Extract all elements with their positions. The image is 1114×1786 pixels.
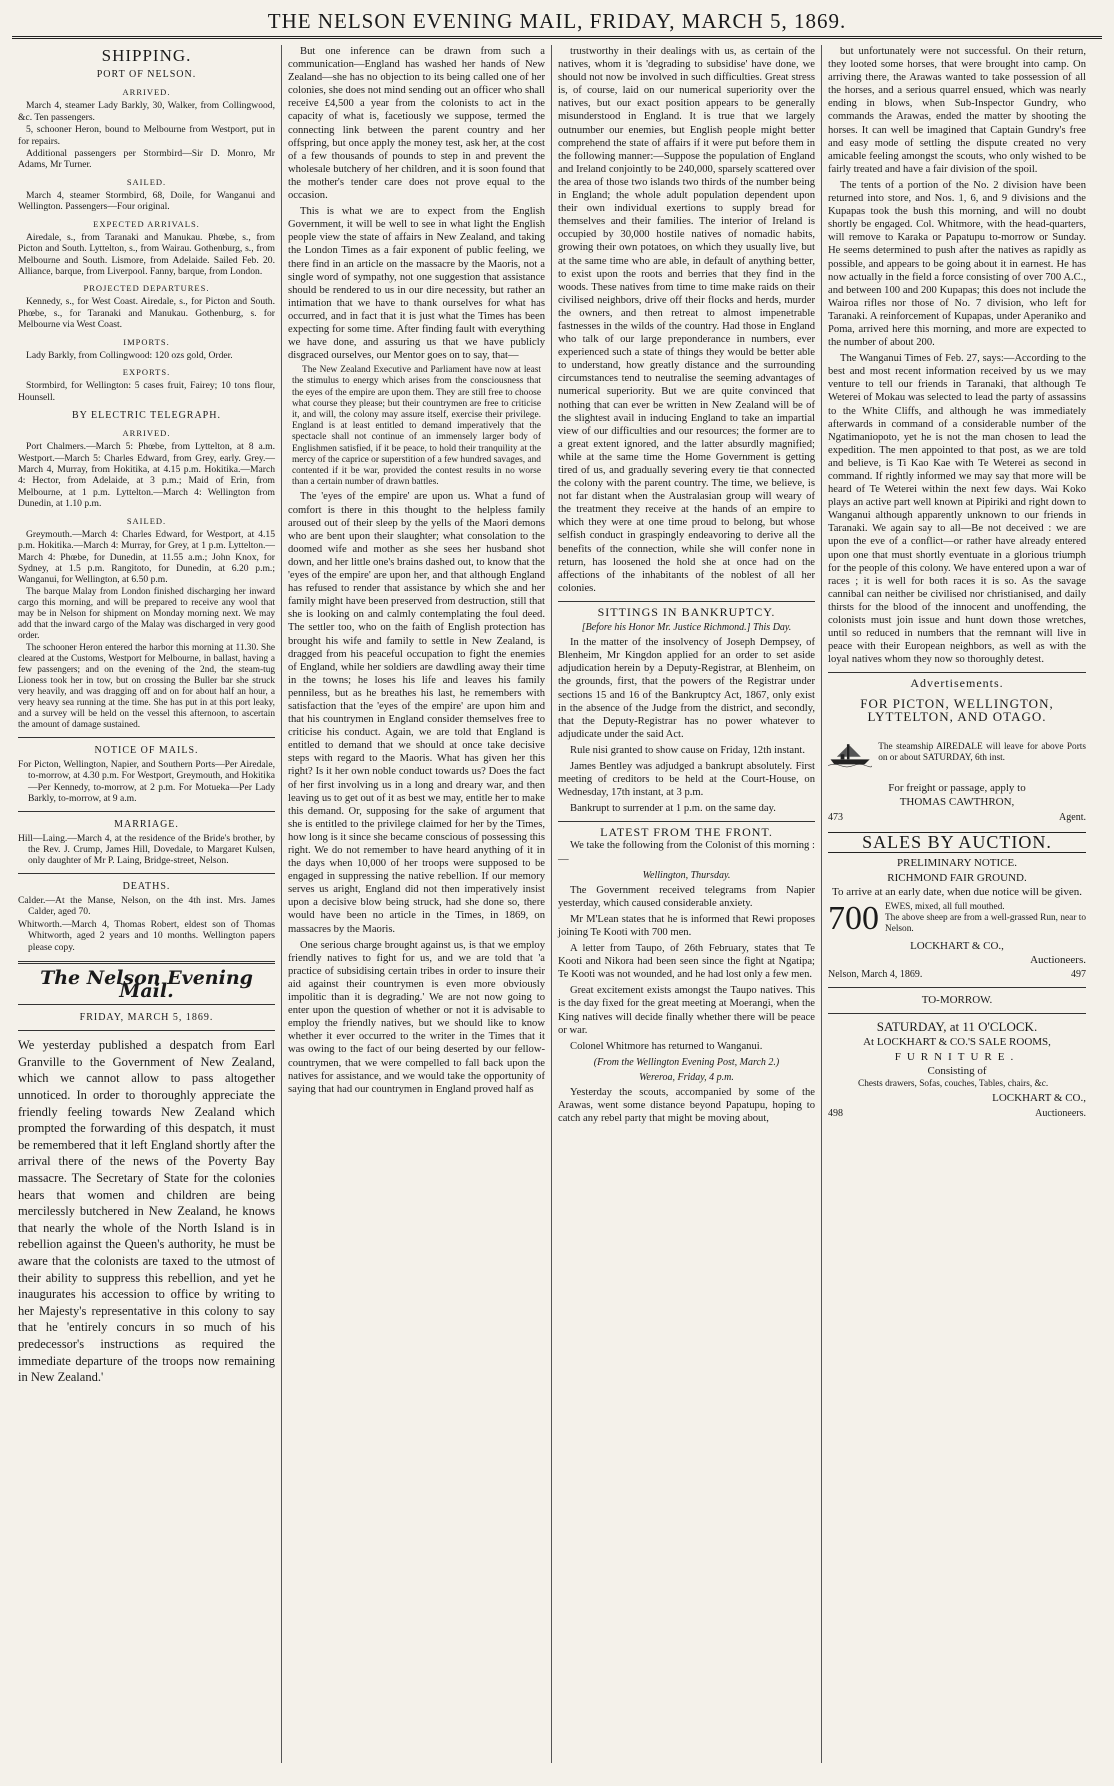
front-place: Wereroa, Friday, 4 p.m.	[639, 1071, 734, 1083]
article-paragraph: trustworthy in their dealings with us, as certain of the natives, whom it is 'degrading to subsidise' have done, we should not now be involved in such difficulties. Great stress is, of course, laid on our numerical superiority over the natives, but our exact position appears to be generally misunderstood in England. It is true that we largely outnumber our enemies, but English people might better comprehend the state of affairs if it were put before them in the following manner:—Suppose the population of England and Ireland conjointly to be 240,000, sparsely scattered over the area of those two islands two thirds of the number being in England; the whole adult population dependent upon their own individual exertions to supply bread for themselves and their families. The interior of Ireland is occupied by 30,000 hostile natives of nomadic habits, growing their own potatoes, on which they usually live, but at the same time who are able, in default of anything better, to exist upon the roots and berries that they find in the woods. These natives from time to time make raids on their civilised neighbors, drive off their flocks and herds, murder the owners, and then retreat to almost impenetrable fastnesses in the wilds of the country. Had those in England who talk of our large preponderance in numbers, ever experienced such a state of things they would be better able to understand, how greatly distance and the surrounding circumstances tend to neutralise the seeming advantages of numerical superiority. But we are quite convinced that nothing that can ever be written in New Zealand will be of the slightest avail in inducing England to take an impartial view of our difficulties and our resources; the former are to a great extent ignored, and the latter absurdly magnified; while at the same time the Home Government is getting tired of us, and gradually severing every tie that connected the colony with the parent country. The time, we believe, is not far distant when the Australasian group will weary of the treatment they receive at the hands of an empire to which they were at one time proud to belong, but whose selfish conduct in graspingly endeavoring to derive all the benefits of the connection, while she will confer none in return, has loosened the hold she at once had on the affections of the inhabitants of the noblest of all her colonies.	[558, 46, 815, 594]
article-paragraph: One serious charge brought against us, is that we employ friendly natives to fight for us, and we are told that 'a practice of subsidising certain tribes in order to insure their aid against their countrymen is even more obviously impolitic than it is degrading.' We are not now going to enter upon the question of whether or not it is advisable to employ the friendly natives, but we should like to know whether it ever occurred to the writer in the Times that it was owing to the fact of our being deserted by our fellow-countrymen, that we were compelled to fall back upon the natives for assistance, and we would take the opportunity of saying that had our countrymen in England proved half as	[288, 939, 545, 1095]
arrival-entry: March 4, steamer Lady Barkly, 30, Walker, from Collingwood, &c. Ten passengers.	[18, 100, 275, 123]
article-paragraph: The Wanganui Times of Feb. 27, says:—According to the best and most recent information received by us we may venture to tell our friends in Taranaki, that although Te Weterei of Mokau was selected to lead the party of assassins to the White Cliffs, and although he was immediately afterwards in command of a considerable number of the Ngatimaniopoto, yet he is not the man chosen to lead the expedition. The men appointed to that post, as we are told and believe, is Ti Kao Kae with Te Weterei as second in command. If rightly informed we may say that more will be heard of Te Weterei within the next few days. Wai Koko plays an active part well known at Pipiriki and right down to Wanganui although apparently unknown to our friends in Taranaki. We again say to all—Be not deceived : we are upon the eve of a conflict—or rather have already entered upon one that must shortly eventuate in a glorious triumph for the people of this colony. We have entered upon a war of races ; it is well for both races it is so. As the savage cannibal can neither be civilised nor christianised, and daily thirsts for the blood of the innocent and unoffending, the colonists must join issue and hunt down those wretches, until so reduced in numbers that the remnant will live in peace with their European neighbors, as well as with the loyal natives whom they now so thoroughly detest.	[828, 353, 1086, 666]
tel-arrived-heading: ARRIVED.	[122, 428, 171, 439]
newspaper-page	[12, 6, 1102, 1766]
arrival-entry: 5, schooner Heron, bound to Melbourne from Westport, put in for repairs.	[18, 124, 275, 147]
leader-article: We yesterday published a despatch from Earl Granville to the Government of New Zealand, which we cannot allow to pass altogether unnoticed. In order to thoroughly appreciate the friendly feeling towards New Zealand which prompted the forwarding of this despatch, it must be remembered that it left England shortly after the arrival there of the news of the Poverty Bay massacre. The Secretary of State for the colonies hears that women and children are being mercilessly butchered in New Zealand, he knows that nearly the whole of the North Island is in rebellion against the Queen's authority, he must be aware that the colonists are taxed to the utmost of their ability to suppress this rebellion, and yet he inaugurates his accession to office by writing to her Majesty's representative in this colony to say that he 'entirely concurs in so much of his predecessor's instructions as required the immediate departure of the troops now remaining in New Zealand.'	[18, 1038, 275, 1385]
exports-heading: EXPORTS.	[122, 367, 171, 378]
imports-entry: Lady Barkly, from Collingwood: 120 ozs gold, Order.	[26, 349, 233, 361]
ad-role: Agent.	[1059, 811, 1086, 823]
furniture-heading: FURNITURE.	[894, 1050, 1020, 1063]
expected-heading: EXPECTED ARRIVALS.	[93, 218, 200, 229]
port-heading: PORT OF NELSON.	[96, 69, 197, 81]
column-2	[282, 45, 552, 1763]
front-heading: LATEST FROM THE FRONT.	[558, 821, 815, 839]
marriage-notice: Hill—Laing.—March 4, at the residence of the Bride's brother, by the Rev. J. Crump, James Hill, Dovedale, to Margaret Kulsen, only daughter of Mr P. Laing, Bridge-street, Nelson.	[18, 832, 275, 867]
heron-notice: The schooner Heron entered the harbor this morning at 11.30. She cleared at the Customs, Westport for Melbourne, in ballast, having a few passengers; and on the evening of the 2nd, the steam-tug Lioness took her in tow, but on crossing the Buller bar she struck very heavily, and was dragging off and on for about half an hour, a very heavy sea running at the time. She has put in at this port leaky, and a survey will be held on the vessel this afternoon, to ascertain the amount of damage sustained.	[18, 642, 275, 730]
paper-title: The Nelson Evening Mail.	[40, 966, 253, 1003]
ship-ad-agent: THOMAS CAWTHRON,	[899, 795, 1015, 808]
bankruptcy-heading: SITTINGS IN BANKRUPTCY.	[558, 601, 815, 619]
article-paragraph: This is what we are to expect from the English Government, it will be well to see in what light the English people view the state of affairs in New Zealand, and taking the London Times as a fair exponent of public feeling, we there find in an article on the massacre by the Maoris, not a single word of sympathy, not one suggestion that assistance should be rendered to us in our dire necessity, but rather an intimation that we have to thank ourselves for what has occurred, and in fact that it is just what the Times has been expecting for some time. After finding fault with everything we have done, and assuring us that we have publicly disgraced ourselves, our Mentor goes on to say, that—	[288, 206, 545, 362]
sailed-heading: SAILED.	[126, 176, 167, 187]
front-place: Wellington, Thursday.	[642, 869, 731, 881]
times-quote: The New Zealand Executive and Parliament have now at least the stimulus to energy which arises from the consciousness that the eyes of the empire are upon them. They are still free to choose what course they please; but their countrymen are free to criticise it, and will, the colony may assure itself, exercise their privilege. England is at least entitled to demand imperatively that the spectacle shall not continue of an immensely larger body of Englishmen satisfied, if it be peace, to hold their tranquility at the mercy of the caprice or superstition of a few hundred savages, and contented if it be war, provided the contest results in no worse than a certain number of drawn battles.	[292, 365, 541, 488]
article-paragraph: But one inference can be drawn from such a communication—England has washed her hands of New Zealand—she has no objection to its being called one of her colonies, she does not mind sending out an officer who shall receive £4,500 a year from the colonists to act in the capacity of what is, facetiously we suppose, termed the connecting link between the parent country and her offspring, but once apply the money test, ask her, at the cost of a few thousands of pounds to step in and prevent the wholesale butchery of her children, and it is soon found that the mother's tender care does not prove equal to the occasion.	[288, 46, 545, 202]
fair-ground: RICHMOND FAIR GROUND.	[887, 872, 1027, 885]
ad-number: 497	[1071, 969, 1086, 981]
sheep-desc: The above sheep are from a well-grassed Run, near to Nelson.	[885, 913, 1086, 935]
arrive-notice: To arrive at an early date, when due notice will be given.	[832, 886, 1082, 899]
prelim-notice: PRELIMINARY NOTICE.	[897, 856, 1017, 869]
steamship-icon	[828, 729, 872, 777]
auctioneer-role: Auctioneers.	[1035, 1107, 1086, 1119]
expected-list: Airedale, s., from Taranaki and Manukau. Phœbe, s., from Picton and South. Lyttelton, s., from Wairau. Gothenburg, s., from Melbourne and South. Lismore, from Adelaide. Sailed Feb. 20. Alliance, barque, from Liverpool. Fanny, barque, from London.	[18, 231, 275, 277]
ad-number: 498	[828, 1107, 843, 1119]
auctioneer-role: Auctioneers.	[1030, 954, 1086, 967]
bankruptcy-paragraph: Rule nisi granted to show cause on Friday, 12th instant.	[570, 744, 805, 756]
mails-list: For Picton, Wellington, Napier, and Southern Ports—Per Airedale, to-morrow, at 4.30 p.m. For Westport, Greymouth, and Hokitika—Per Kennedy, to-morrow, at 2 p.m. For Motueka—Per Lady Barkly, to-morrow, at 9 a.m.	[18, 758, 275, 805]
furniture-items: Chests drawers, Sofas, couches, Tables, chairs, &c.	[858, 1078, 1049, 1089]
malay-notice: The barque Malay from London finished discharging her inward cargo this morning, and will be prepared to receive any wool that may be in Nelson for shipment on Monday morning next. We may add that the inward cargo of the Malay was discharged in very good order.	[18, 586, 275, 641]
tel-sailed-heading: SAILED.	[126, 515, 167, 526]
front-source: (From the Wellington Evening Post, March 2.)	[593, 1056, 780, 1068]
ad-number: 473	[828, 811, 843, 823]
tomorrow-heading: TO-MORROW.	[921, 994, 993, 1007]
front-paragraph: Mr M'Lean states that he is informed that Rewi proposes joining Te Kooti with 700 men.	[558, 913, 815, 938]
sale-rooms: At LOCKHART & CO.'S SALE ROOMS,	[863, 1035, 1051, 1048]
front-paragraph: Yesterday the scouts, accompanied by some of the Arawas, went some distance beyond Papatupu, hoping to catch any rebel party that might be moving about,	[558, 1087, 815, 1125]
front-paragraph: Great excitement exists amongst the Taupo natives. This is the day fixed for the great meeting at Moerangi, when the King natives will decide finally whether there will be peace or war.	[558, 985, 815, 1036]
ship-ad-apply: For freight or passage, apply to	[888, 781, 1026, 794]
article-paragraph: The tents of a portion of the No. 2 division have been returned into store, and Nos. 1, 6, and 9 divisions and the Kupapas took the bush this morning, and will no doubt shortly be engaged. Col. Whitmore, with the head-quarters, will remove to Karaka or Papatupu to-morrow or Sunday. He seems determined to push after the natives as rapidly as possible, and appears to be going about it in earnest. He has now actually in the field a force consisting of over 700 A.C., and between 100 and 200 Kupapas; this does not include the Wairoa rifles nor those of No. 7 division, who left for Taranaki. A reinforcement of Kupapas, under Aperaniko and Poma, arrived here this morning, and more are expected to the number of about 200.	[828, 179, 1086, 349]
front-paragraph: We take the following from the Colonist of this morning :—	[558, 840, 815, 865]
marriage-heading: MARRIAGE.	[114, 818, 179, 830]
exports-entry: Stormbird, for Wellington: 5 cases fruit, Fairey; 10 tons flour, Hounsell.	[18, 380, 275, 403]
ewes-desc: EWES, mixed, all full mouthed.	[885, 902, 1005, 913]
auctioneer-name: LOCKHART & CO.,	[910, 940, 1004, 953]
death-notice: Whitworth.—March 4, Thomas Robert, eldest son of Thomas Whitworth, aged 2 years and 10 months. Wellington papers please copy.	[18, 918, 275, 953]
shipping-heading: SHIPPING.	[101, 46, 192, 65]
auction-date: Nelson, March 4, 1869.	[828, 969, 923, 981]
masthead: THE NELSON EVENING MAIL, FRIDAY, MARCH 5, 1869.	[12, 6, 1102, 39]
bankruptcy-paragraph: Bankrupt to surrender at 1 p.m. on the same day.	[570, 803, 776, 815]
tel-arrived-list: Port Chalmers.—March 5: Phœbe, from Lyttelton, at 8 a.m. Westport.—March 5: Charles Edward, from Grey, early. Grey.—March 4, Murray, from Hokitika, at 4.15 p.m. Hokitika.—March 4: Hector, from Adelaide, at 3 p.m.; Maid of Erin, from Melbourne, at 1 p.m. Lyttelton.—March 4: Wellington from Dunedin, at 1.10 p.m.	[18, 441, 275, 510]
telegraph-heading: BY ELECTRIC TELEGRAPH.	[72, 410, 221, 422]
sales-heading: SALES BY AUCTION.	[828, 832, 1086, 853]
bankruptcy-paragraph: James Bentley was adjudged a bankrupt absolutely. First meeting of creditors to be held at the Court-House, on Wednesday, 17th instant, at 3 p.m.	[558, 760, 815, 799]
deaths-heading: DEATHS.	[122, 880, 171, 892]
tel-sailed-list: Greymouth.—March 4: Charles Edward, for Westport, at 4.15 p.m. Hokitika.—March 4: Murray, for Grey, at 1 p.m. Lyttelton.—March 4: Phœbe, for Dunedin, at 11.55 a.m.; John Knox, for Sydney, at 1.5 p.m. Rangitoto, for Dunedin, at 6.20 p.m.; Wanganui, for Wellington, at 6.50 p.m.	[18, 528, 275, 586]
article-paragraph: but unfortunately were not successful. On their return, they looted some horses, that were brought into camp. On arriving there, the Arawas wanted to take possession of all the horses, and a serious quarrel ensued, which was nearly ending in blows, when Sub-Inspector Gundry, who commands the Arawas, ended the matter by shooting the horses. It can well be imagined that Captain Gundry's free and easy mode of settling the dispute created no very amicable feeling amongst the scouts, who only wished to be fairly treated and have a fair division of the spoil.	[828, 46, 1086, 175]
advertisements-heading: Advertisements.	[828, 672, 1086, 690]
article-paragraph: The 'eyes of the empire' are upon us. What a fund of comfort is there in this thought to the helpless family aroused out of their sleep by the yells of the Maori demons who are bent upon their slaughter; what consolation to the doomed wife and mother as she sees her husband shot down, and her little one's brains dashed out, to know that the 'eyes of the empire' are upon her, and that although England has refused to render that assistance by which she and her family might have been preserved from destruction, still that she is looking on and calmly contemplating the foul deed. The settler too, who on the faith of English protection has brought his wife and family to settle in New Zealand, is dragged from his peaceful occupation to fight the enemies of England, while her soldiers are dawdling away their time in the towns; he loses his life and leaves his family penniless, but as he breathes his last, he remembers with satisfaction that the 'eyes of the empire' are upon him and that his countrymen in England consider themselves free to criticise his conduct. Again, we are told that England is entitled to demand that we should at once take decisive steps with regard to the Maoris. What has given her this right? Is it her own noble conduct towards us? Does the fact of her first involving us in a long and dreary war, and then leaving us to get out of it as best we may, entitle her to make this demand. Or, supposing for the sake of argument that she is entitled to the privilege claimed for her by the Times, how long is it since she became conscious of possessing this right. We do not remember to have heard anything of it in the days when 10,000 of her troops were supposed to be engaged in suppressing the native rebellion. If our memory serves us aright, England did not then imperatively insist upon a decisive blow being struck, had she done so, there would have been no article in the Times, in 1869, on massacres by the Maoris.	[288, 491, 545, 935]
consisting-of: Consisting of	[927, 1064, 987, 1077]
column-1	[12, 45, 282, 1763]
bankruptcy-subhead: [Before his Honor Mr. Justice Richmond.] This Day.	[581, 622, 792, 634]
arrived-heading: ARRIVED.	[122, 87, 171, 98]
imports-heading: IMPORTS.	[123, 336, 170, 347]
front-paragraph: A letter from Taupo, of 26th February, states that Te Kooti and Nikora had been seen since the fight at Ngatipa; Te Kooti was not wounded, and he had lost only a few men.	[558, 943, 815, 981]
leader-dateline: FRIDAY, MARCH 5, 1869.	[79, 1012, 214, 1024]
death-notice: Calder.—At the Manse, Nelson, on the 4th inst. Mrs. James Calder, aged 70.	[18, 894, 275, 918]
front-paragraph: Colonel Whitmore has returned to Wanganui.	[570, 1040, 763, 1052]
ship-ad-title: FOR PICTON, WELLINGTON, LYTTELTON, AND OTAGO.	[860, 695, 1054, 724]
auctioneer-name: LOCKHART & CO.,	[992, 1091, 1086, 1104]
column-3	[552, 45, 822, 1763]
projected-list: Kennedy, s., for West Coast. Airedale, s., for Picton and South. Phœbe, s., for Taranaki and Manukau. Gothenburg, s. for Melbourne via West Coast.	[18, 296, 275, 331]
bankruptcy-paragraph: In the matter of the insolvency of Joseph Dempsey, of Blenheim, Mr Kingdon applied for an order to set aside adjudication herein by a Deputy-Registrar, at Blenheim, on the grounds, first, that the powers of the Registrar under sections 15 and 16 of the Bankruptcy Act, 1867, only exist in the absence of the Judge from the district, and secondly, that the Deputy-Registrar has no power whatever to adjudicate under the said Act.	[558, 637, 815, 740]
front-paragraph: The Government received telegrams from Napier yesterday, which caused considerable anxiety.	[558, 884, 815, 909]
projected-heading: PROJECTED DEPARTURES.	[83, 283, 210, 294]
column-4	[822, 45, 1092, 1763]
sailed-entry: March 4, steamer Stormbird, 68, Doile, for Wanganui and Wellington. Passengers—Four original.	[18, 189, 275, 213]
arrival-entry: Additional passengers per Stormbird—Sir D. Monro, Mr Adams, Mr Turner.	[18, 147, 275, 171]
ewes-count: 700	[828, 902, 879, 937]
ship-ad-body: The steamship AIREDALE will leave for above Ports on or about SATURDAY, 6th inst.	[878, 741, 1086, 763]
saturday-time: SATURDAY, at 11 O'CLOCK.	[876, 1019, 1038, 1035]
mails-heading: NOTICE OF MAILS.	[94, 744, 199, 756]
